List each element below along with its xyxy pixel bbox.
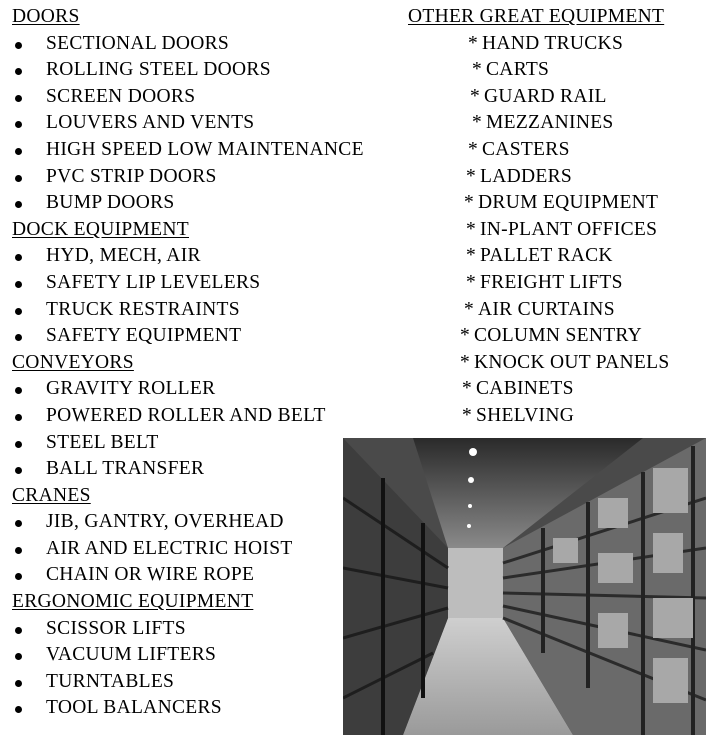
list-item-label: LOUVERS AND VENTS — [46, 112, 255, 134]
list-item — [408, 297, 706, 324]
asterisk-icon: * — [465, 218, 476, 240]
list-item — [0, 110, 420, 137]
bullet-icon — [15, 254, 22, 261]
list-item — [408, 31, 706, 58]
list-item-label: COLUMN SENTRY — [474, 325, 643, 347]
bullet-icon — [15, 414, 22, 421]
right-column — [408, 4, 706, 430]
list-item-label: HAND TRUCKS — [482, 32, 624, 54]
list-item-label: PVC STRIP DOORS — [46, 165, 217, 187]
asterisk-icon: * — [465, 245, 476, 267]
list-item-label: TRUCK RESTRAINTS — [46, 298, 240, 320]
asterisk-icon: * — [471, 112, 482, 134]
warehouse-photo-illustration — [343, 438, 706, 735]
asterisk-icon: * — [461, 404, 472, 426]
asterisk-icon: * — [463, 192, 474, 214]
list-item — [0, 323, 420, 350]
list-item — [408, 110, 706, 137]
list-item — [0, 31, 420, 58]
list-item — [0, 84, 420, 111]
list-item-label: CASTERS — [482, 138, 570, 160]
list-item — [408, 57, 706, 84]
asterisk-icon: * — [459, 325, 470, 347]
list-item-label: POWERED ROLLER AND BELT — [46, 404, 326, 426]
list-item-label: SCISSOR LIFTS — [46, 617, 186, 639]
bullet-icon — [15, 148, 22, 155]
list-item-label: SCREEN DOORS — [46, 85, 196, 107]
list-item — [408, 403, 706, 430]
bullet-icon — [15, 68, 22, 75]
list-item — [408, 270, 706, 297]
list-item-label: SAFETY LIP LEVELERS — [46, 271, 261, 293]
list-item-label: DRUM EQUIPMENT — [478, 192, 659, 214]
list-item — [0, 57, 420, 84]
bullet-icon — [15, 42, 22, 49]
list-item-label: CHAIN OR WIRE ROPE — [46, 564, 255, 586]
list-item — [408, 84, 706, 111]
section-heading: CONVEYORS — [12, 351, 134, 373]
bullet-icon — [15, 520, 22, 527]
list-item-label: TURNTABLES — [46, 670, 175, 692]
bullet-icon — [15, 653, 22, 660]
bullet-icon — [15, 308, 22, 315]
bullet-icon — [15, 201, 22, 208]
list-item-label: SECTIONAL DOORS — [46, 32, 230, 54]
list-item-label: CARTS — [486, 59, 550, 81]
asterisk-icon: * — [467, 138, 478, 160]
list-item — [0, 297, 420, 324]
list-item — [408, 164, 706, 191]
list-item — [0, 403, 420, 430]
list-item — [408, 190, 706, 217]
asterisk-icon: * — [469, 85, 480, 107]
list-item-label: MEZZANINES — [486, 112, 614, 134]
bullet-icon — [15, 680, 22, 687]
list-item-label: SHELVING — [476, 404, 575, 426]
list-item — [408, 137, 706, 164]
list-item-label: CABINETS — [476, 378, 574, 400]
list-item — [0, 137, 420, 164]
bullet-icon — [15, 627, 22, 634]
bullet-icon — [15, 121, 22, 128]
list-item-label: KNOCK OUT PANELS — [474, 351, 670, 373]
asterisk-icon: * — [471, 59, 482, 81]
list-item-label: GUARD RAIL — [484, 85, 607, 107]
section-heading: CRANES — [12, 484, 91, 506]
asterisk-icon: * — [459, 351, 470, 373]
list-item-label: AIR AND ELECTRIC HOIST — [46, 537, 293, 559]
bullet-icon — [15, 387, 22, 394]
list-item — [0, 376, 420, 403]
list-item-label: HYD, MECH, AIR — [46, 245, 201, 267]
list-item-label: BUMP DOORS — [46, 192, 175, 214]
list-item-label: SAFETY EQUIPMENT — [46, 325, 242, 347]
bullet-icon — [15, 441, 22, 448]
bullet-icon — [15, 281, 22, 288]
asterisk-icon: * — [465, 271, 476, 293]
list-item-label: BALL TRANSFER — [46, 458, 205, 480]
list-item — [408, 217, 706, 244]
list-item-label: HIGH SPEED LOW MAINTENANCE — [46, 138, 364, 160]
bullet-icon — [15, 175, 22, 182]
list-item — [408, 376, 706, 403]
list-item-label: STEEL BELT — [46, 431, 159, 453]
bullet-icon — [15, 706, 22, 713]
list-item — [408, 243, 706, 270]
list-item-label: FREIGHT LIFTS — [480, 271, 623, 293]
section-heading: DOCK EQUIPMENT — [12, 218, 189, 240]
asterisk-icon: * — [461, 378, 472, 400]
list-item — [0, 270, 420, 297]
list-item — [408, 350, 706, 377]
list-item — [0, 164, 420, 191]
list-item-label: PALLET RACK — [480, 245, 613, 267]
section-heading: OTHER GREAT EQUIPMENT — [408, 6, 665, 27]
list-item-label: ROLLING STEEL DOORS — [46, 59, 271, 81]
warehouse-shelving-photo — [343, 438, 706, 735]
list-item-label: JIB, GANTRY, OVERHEAD — [46, 511, 284, 533]
asterisk-icon: * — [463, 298, 474, 320]
list-item-label: AIR CURTAINS — [478, 298, 615, 320]
list-item-label: TOOL BALANCERS — [46, 697, 222, 719]
asterisk-icon: * — [465, 165, 476, 187]
section-heading: DOORS — [12, 6, 80, 27]
list-item-label: GRAVITY ROLLER — [46, 378, 216, 400]
bullet-icon — [15, 573, 22, 580]
list-item-label: LADDERS — [480, 165, 573, 187]
bullet-icon — [15, 547, 22, 554]
bullet-icon — [15, 95, 22, 102]
list-item-label: VACUUM LIFTERS — [46, 644, 217, 666]
asterisk-icon: * — [467, 32, 478, 54]
list-item — [0, 243, 420, 270]
list-item — [0, 190, 420, 217]
bullet-icon — [15, 334, 22, 341]
bullet-icon — [15, 467, 22, 474]
section-heading: ERGONOMIC EQUIPMENT — [12, 591, 254, 613]
list-item — [408, 323, 706, 350]
list-item-label: IN-PLANT OFFICES — [480, 218, 658, 240]
